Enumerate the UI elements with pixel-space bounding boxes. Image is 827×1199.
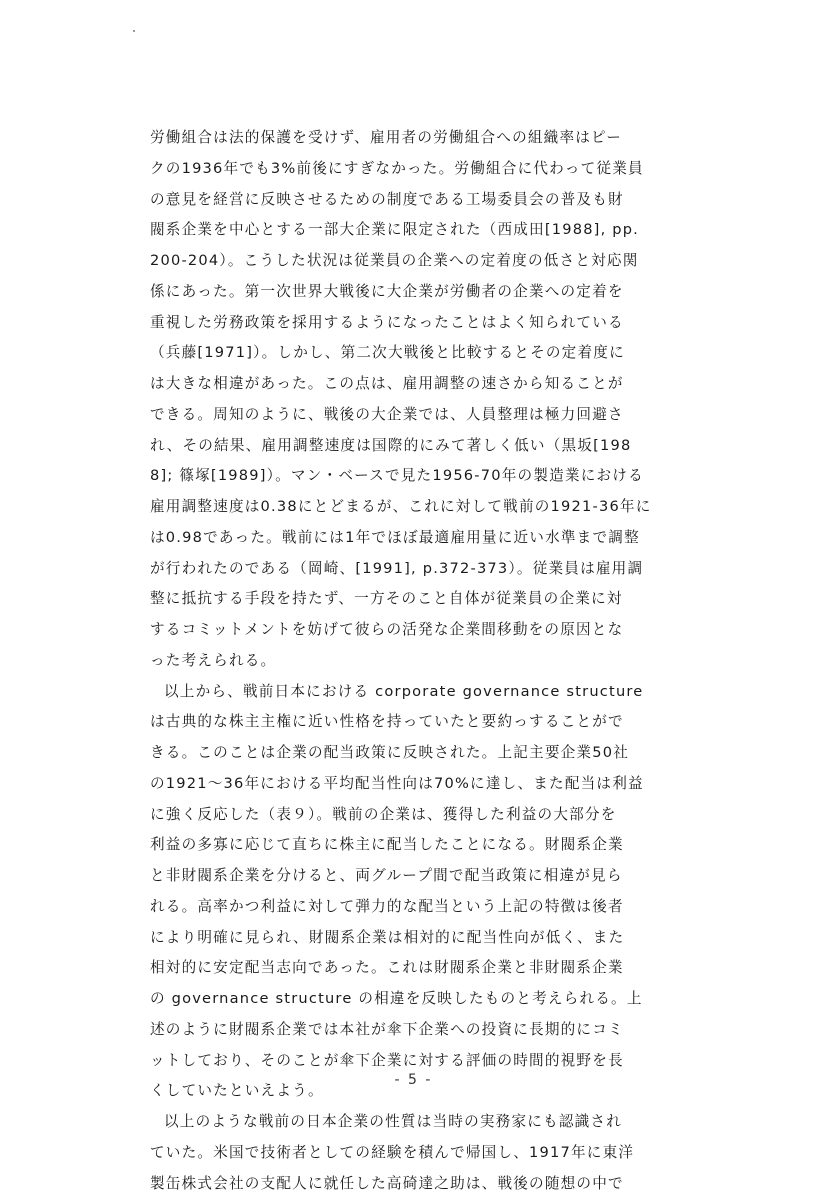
text-line: った考えられる。 bbox=[150, 646, 710, 677]
text-line: 製缶株式会社の支配人に就任した高碕達之助は、戦後の随想の中で bbox=[150, 1169, 710, 1199]
text-line: 8]; 篠塚[1989]）。マン・ベースで見た1956-70年の製造業における bbox=[150, 461, 710, 492]
body-text bbox=[150, 123, 710, 1199]
text-line: クの1936年でも3%前後にすぎなかった。労働組合に代わって従業員 bbox=[150, 154, 710, 185]
text-line: に強く反応した（表９）。戦前の企業は、獲得した利益の大部分を bbox=[150, 800, 710, 831]
text-line: 労働組合は法的保護を受けず、雇用者の労働組合への組織率はピー bbox=[150, 123, 710, 154]
text-line: （兵藤[1971]）。しかし、第二次大戦後と比較するとその定着度に bbox=[150, 338, 710, 369]
text-line: できる。周知のように、戦後の大企業では、人員整理は極力回避さ bbox=[150, 400, 710, 431]
text-line: と非財閥系企業を分けると、両グループ間で配当政策に相違が見ら bbox=[150, 861, 710, 892]
paragraph-start-line: 以上のような戦前の日本企業の性質は当時の実務家にも認識され bbox=[150, 1107, 710, 1138]
text-line: 200-204）。こうした状況は従業員の企業への定着度の低さと対応関 bbox=[150, 246, 710, 277]
text-line: れ、その結果、雇用調整速度は国際的にみて著しく低い（黒坂[198 bbox=[150, 431, 710, 462]
text-line: 雇用調整速度は0.38にとどまるが、これに対して戦前の1921-36年に bbox=[150, 492, 710, 523]
text-line: は古典的な株主主権に近い性格を持っていたと要約っすることがで bbox=[150, 707, 710, 738]
text-line: するコミットメントを妨げて彼らの活発な企業間移動をの原因とな bbox=[150, 615, 710, 646]
text-line: きる。このことは企業の配当政策に反映された。上記主要企業50社 bbox=[150, 738, 710, 769]
text-line: 係にあった。第一次世界大戦後に大企業が労働者の企業への定着を bbox=[150, 277, 710, 308]
text-line: の意見を経営に反映させるための制度である工場委員会の普及も財 bbox=[150, 185, 710, 216]
text-line: ットしており、そのことが傘下企業に対する評価の時間的視野を長 bbox=[150, 1046, 710, 1077]
text-line: が行われたのである（岡崎、[1991], p.372-373）。従業員は雇用調 bbox=[150, 554, 710, 585]
text-line: ていた。米国で技術者としての経験を積んで帰国し、1917年に東洋 bbox=[150, 1138, 710, 1169]
text-line: は大きな相違があった。この点は、雇用調整の速さから知ることが bbox=[150, 369, 710, 400]
paragraph-start-line: 以上から、戦前日本における corporate governance structure bbox=[150, 677, 710, 708]
text-line: の1921〜36年における平均配当性向は70%に達し、また配当は利益 bbox=[150, 769, 710, 800]
text-line: くしていたといえよう。 bbox=[150, 1076, 710, 1107]
text-line: れる。高率かつ利益に対して弾力的な配当という上記の特徴は後者 bbox=[150, 892, 710, 923]
text-line: は0.98であった。戦前には1年でほぼ最適雇用量に近い水準まで調整 bbox=[150, 523, 710, 554]
scan-speck bbox=[133, 30, 135, 32]
text-line: 相対的に安定配当志向であった。これは財閥系企業と非財閥系企業 bbox=[150, 953, 710, 984]
text-line: 閥系企業を中心とする一部大企業に限定された（西成田[1988], pp. bbox=[150, 215, 710, 246]
text-line: 重視した労務政策を採用するようになったことはよく知られている bbox=[150, 308, 710, 339]
text-line: 整に抵抗する手段を持たず、一方そのこと自体が従業員の企業に対 bbox=[150, 584, 710, 615]
text-line: 利益の多寡に応じて直ちに株主に配当したことになる。財閥系企業 bbox=[150, 830, 710, 861]
text-line: により明確に見られ、財閥系企業は相対的に配当性向が低く、また bbox=[150, 923, 710, 954]
page-number: - 5 - bbox=[0, 1072, 827, 1088]
text-line: 述のように財閥系企業では本社が傘下企業への投資に長期的にコミ bbox=[150, 1015, 710, 1046]
text-line: の governance structure の相違を反映したものと考えられる。上 bbox=[150, 984, 710, 1015]
